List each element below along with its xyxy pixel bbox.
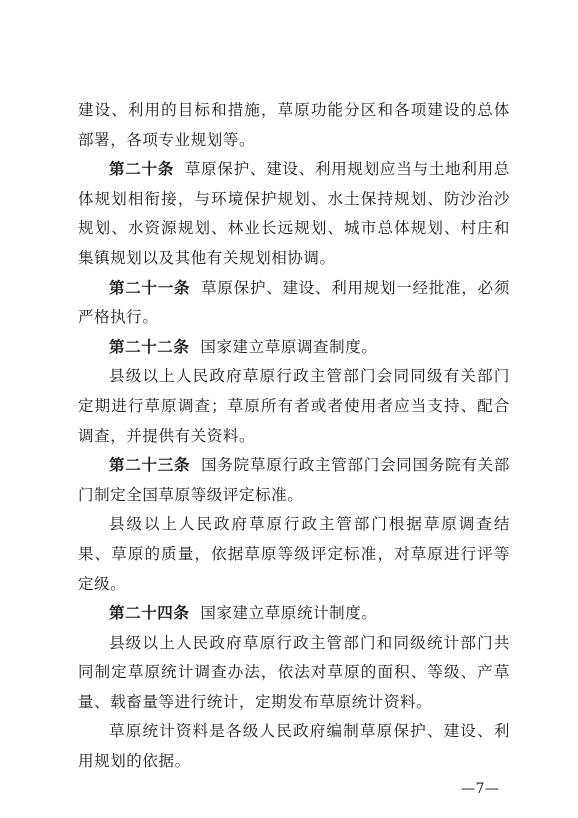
paragraph-text: 县级以上人民政府草原行政主管部门和同级统计部门共同制定草原统计调查办法，依法对草原的面积、等级、产草量、载畜量等进行统计，定期发布草原统计资料。 xyxy=(78,633,510,711)
article-23-paragraph xyxy=(78,451,510,510)
page-number: —7— xyxy=(461,781,500,797)
paragraph-text: 草原保护、建设、利用规划一经批准，必须严格执行。 xyxy=(78,278,510,327)
paragraph xyxy=(78,629,510,718)
paragraph xyxy=(78,362,510,451)
article-21-paragraph xyxy=(78,274,510,333)
article-24-paragraph xyxy=(78,599,510,629)
paragraph-text: 草原保护、建设、利用规划应当与土地利用总体规划相衔接，与环境保护规划、水土保持规划、防沙治沙规划、水资源规划、林业长远规划、城市总体规划、村庄和集镇规划以及其他有关规划相协调。 xyxy=(78,160,510,267)
paragraph-text: 县级以上人民政府草原行政主管部门会同同级有关部门定期进行草原调查；草原所有者或者使用者应当支持、配合调查，并提供有关资料。 xyxy=(78,367,510,445)
paragraph-text: 草原统计资料是各级人民政府编制草原保护、建设、利用规划的依据。 xyxy=(78,722,510,771)
article-number: 第二十三条 xyxy=(109,456,191,475)
article-number: 第二十条 xyxy=(109,160,175,179)
article-22-paragraph xyxy=(78,333,510,363)
paragraph-text: 国家建立草原调查制度。 xyxy=(200,337,378,356)
article-number: 第二十一条 xyxy=(109,278,191,297)
paragraph-text: 县级以上人民政府草原行政主管部门根据草原调查结果、草原的质量，依据草原等级评定标准，对草原进行评等定级。 xyxy=(78,515,510,593)
paragraph xyxy=(78,717,510,776)
article-number: 第二十四条 xyxy=(109,604,190,623)
article-number: 第二十二条 xyxy=(109,337,190,356)
paragraph-continued xyxy=(78,96,510,155)
article-20-paragraph xyxy=(78,155,510,273)
paragraph-text: 建设、利用的目标和措施，草原功能分区和各项建设的总体部署，各项专业规划等。 xyxy=(78,101,510,149)
paragraph xyxy=(78,510,510,599)
document-body xyxy=(78,96,510,777)
paragraph-text: 国务院草原行政主管部门会同国务院有关部门制定全国草原等级评定标准。 xyxy=(78,456,510,504)
paragraph-text: 国家建立草原统计制度。 xyxy=(200,604,378,623)
